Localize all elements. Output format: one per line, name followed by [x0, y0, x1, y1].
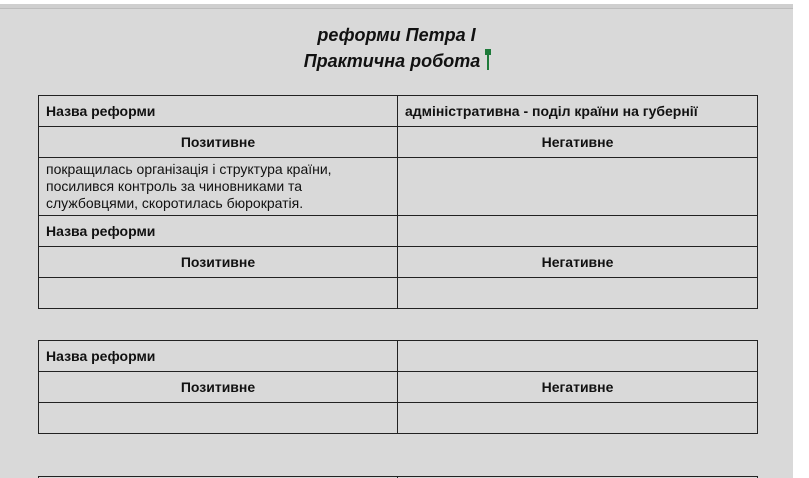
table-row [39, 247, 758, 278]
reform-name-label[interactable]: Назва реформи [39, 216, 398, 247]
page-top-edge [0, 4, 793, 9]
negative-header[interactable]: Негативне [398, 127, 758, 158]
positive-cell[interactable]: покращилась організація і структура країни, посилився контроль за чиновниками та службовцями, скоротилась бюрократія. [39, 158, 398, 216]
document-page[interactable] [0, 4, 793, 478]
table-row [39, 216, 758, 247]
reform-table-1 [38, 95, 758, 309]
right-gutter [793, 0, 809, 478]
reform-table-2 [38, 340, 758, 434]
positive-header[interactable]: Позитивне [39, 127, 398, 158]
subtitle-text[interactable]: Практична робота [303, 51, 481, 71]
negative-cell[interactable] [398, 278, 758, 309]
table-row [39, 278, 758, 309]
table-row [39, 403, 758, 434]
table-row [39, 158, 758, 216]
reform-name-label[interactable]: Назва реформи [39, 96, 398, 127]
document-subtitle[interactable] [0, 50, 793, 72]
reform-name-value[interactable] [398, 341, 758, 372]
reform-name-value[interactable] [398, 216, 758, 247]
table-row [39, 127, 758, 158]
table-row [39, 372, 758, 403]
negative-header[interactable]: Негативне [398, 247, 758, 278]
table-row [39, 341, 758, 372]
negative-cell[interactable] [398, 158, 758, 216]
negative-header[interactable]: Негативне [398, 372, 758, 403]
positive-header[interactable]: Позитивне [39, 247, 398, 278]
table-row [39, 96, 758, 127]
positive-cell[interactable] [39, 278, 398, 309]
document-title[interactable]: реформи Петра І [317, 25, 476, 45]
positive-header[interactable]: Позитивне [39, 372, 398, 403]
negative-cell[interactable] [398, 403, 758, 434]
reform-name-value[interactable]: адміністративна - поділ країни на губернії [398, 96, 758, 127]
positive-cell[interactable] [39, 403, 398, 434]
text-cursor-icon [487, 50, 489, 70]
reform-name-label[interactable]: Назва реформи [39, 341, 398, 372]
